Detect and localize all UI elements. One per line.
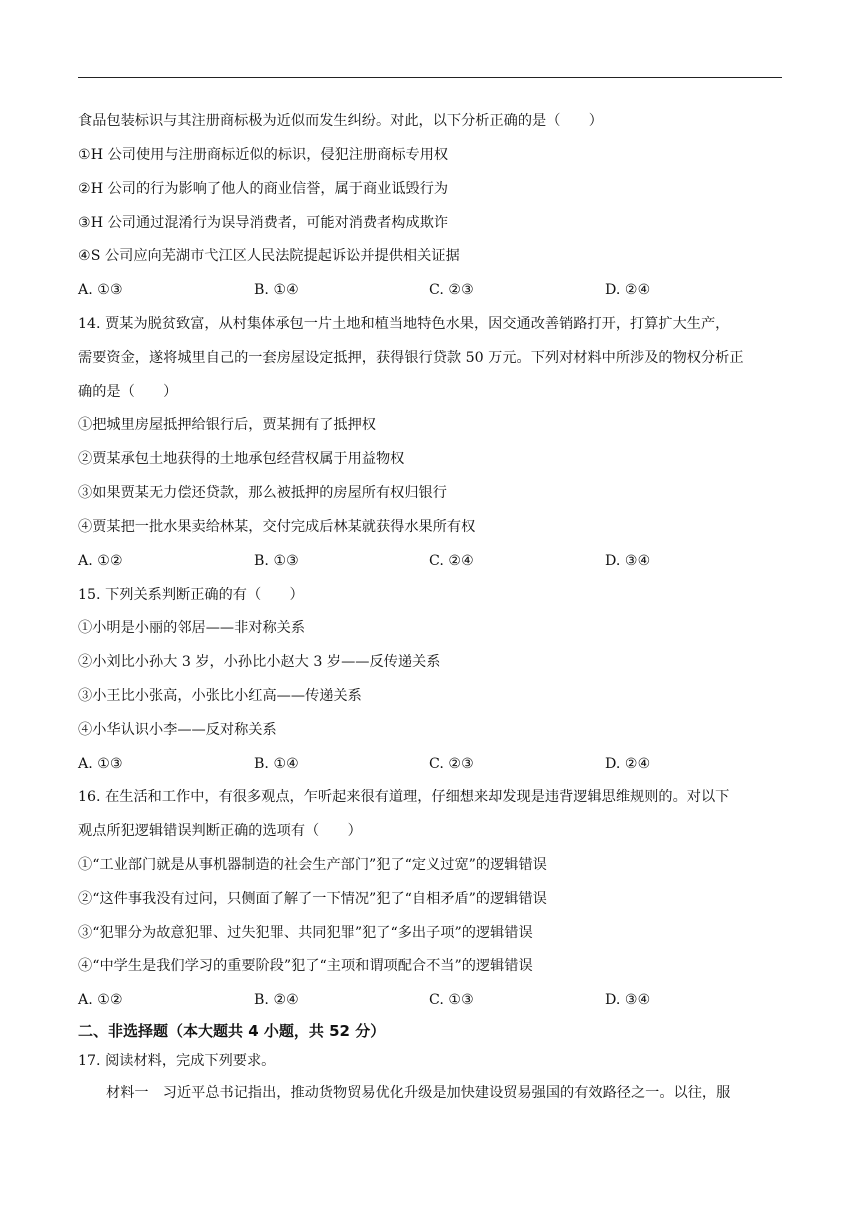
q14-stem-line-2: 需要资金，遂将城里自己的一套房屋设定抵押，获得银行贷款 50 万元。下列对材料中所涉及的物权分析正: [78, 350, 744, 366]
q14-option-b: B. ①③: [254, 553, 299, 569]
q13-option-d: D. ②④: [605, 282, 651, 298]
q14-item-4: ④贾某把一批水果卖给林某，交付完成后林某就获得水果所有权: [78, 519, 476, 535]
q13-item-4: ④S 公司应向芜湖市弋江区人民法院提起诉讼并提供相关证据: [78, 248, 460, 264]
q15-option-a: A. ①③: [78, 756, 123, 772]
q14-item-1: ①把城里房屋抵押给银行后，贾某拥有了抵押权: [78, 417, 376, 433]
q15-item-4: ④小华认识小李——反对称关系: [78, 722, 277, 738]
q15-options: [78, 754, 782, 774]
q14-stem-line-1: 14. 贾某为脱贫致富，从村集体承包一片土地和植当地特色水果，因交通改善销路打开，打算扩大生产，: [78, 316, 730, 332]
q15-item-3: ③小王比小张高，小张比小红高——传递关系: [78, 688, 362, 704]
q13-item-3: ③H 公司通过混淆行为误导消费者，可能对消费者构成欺诈: [78, 215, 449, 231]
q14-item-3: ③如果贾某无力偿还贷款，那么被抵押的房屋所有权归银行: [78, 485, 447, 501]
section-heading: 二、非选择题（本大题共 4 小题，共 52 分）: [78, 1022, 386, 1040]
q15-item-2: ②小刘比小孙大 3 岁，小孙比小赵大 3 岁——反传递关系: [78, 654, 441, 670]
q14-option-d: D. ③④: [605, 553, 651, 569]
q16-option-a: A. ①②: [78, 992, 123, 1008]
q16-option-d: D. ③④: [605, 992, 651, 1008]
q15-stem: 15. 下列关系判断正确的有（ ）: [78, 587, 304, 603]
q15-option-b: B. ①④: [254, 756, 299, 772]
q13-option-a: A. ①③: [78, 282, 123, 298]
q14-option-a: A. ①②: [78, 553, 123, 569]
q16-stem-line-1: 16. 在生活和工作中，有很多观点，乍听起来很有道理，仔细想来却发现是违背逻辑思维规则的。对以下: [78, 789, 730, 805]
q14-option-c: C. ②④: [429, 553, 474, 569]
q16-options: [78, 990, 782, 1010]
q15-option-d: D. ②④: [605, 756, 651, 772]
q16-item-2: ②“这件事我没有过问，只侧面了解了一下情况”犯了“自相矛盾”的逻辑错误: [78, 891, 547, 907]
q13-option-b: B. ①④: [254, 282, 299, 298]
q13-options: [78, 280, 782, 300]
header-rule: [78, 77, 782, 78]
q13-item-2: ②H 公司的行为影响了他人的商业信誉，属于商业诋毁行为: [78, 181, 449, 197]
q16-stem-line-2: 观点所犯逻辑错误判断正确的选项有（ ）: [78, 823, 362, 839]
q16-option-c: C. ①③: [429, 992, 474, 1008]
q16-item-4: ④“中学生是我们学习的重要阶段”犯了“主项和谓项配合不当”的逻辑错误: [78, 958, 533, 974]
q13-option-c: C. ②③: [429, 282, 474, 298]
q16-option-b: B. ②④: [254, 992, 299, 1008]
q13-item-1: ①H 公司使用与注册商标近似的标识，侵犯注册商标专用权: [78, 147, 449, 163]
q15-item-1: ①小明是小丽的邻居——非对称关系: [78, 620, 306, 636]
q14-item-2: ②贾某承包土地获得的土地承包经营权属于用益物权: [78, 451, 405, 467]
q16-item-3: ③“犯罪分为故意犯罪、过失犯罪、共同犯罪”犯了“多出子项”的逻辑错误: [78, 925, 533, 941]
q15-option-c: C. ②③: [429, 756, 474, 772]
q17-stem: 17. 阅读材料，完成下列要求。: [78, 1053, 276, 1069]
q14-options: [78, 551, 782, 571]
q13-stem: 食品包装标识与其注册商标极为近似而发生纠纷。对此，以下分析正确的是（ ）: [78, 113, 603, 129]
q14-stem-line-3: 确的是（ ）: [78, 384, 178, 400]
q17-material-1: 材料一 习近平总书记指出，推动货物贸易优化升级是加快建设贸易强国的有效路径之一。以往，服: [106, 1085, 731, 1101]
q16-item-1: ①“工业部门就是从事机器制造的社会生产部门”犯了“定义过宽”的逻辑错误: [78, 857, 547, 873]
